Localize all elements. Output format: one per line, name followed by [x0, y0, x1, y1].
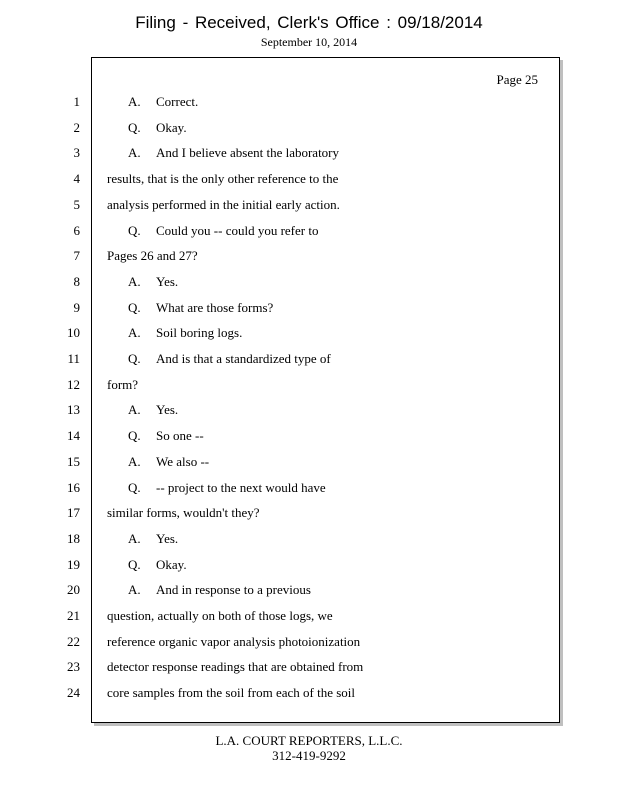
transcript-line — [0, 351, 618, 369]
speaker-label: Q. — [128, 556, 141, 572]
line-text: question, actually on both of those logs, we — [107, 608, 333, 623]
line-number: 22 — [67, 633, 80, 649]
line-text: And is that a standardized type of — [156, 351, 331, 366]
footer-phone: 312-419-9292 — [272, 748, 346, 763]
filing-stamp: Filing - Received, Clerk's Office : 09/18/2014 — [135, 13, 483, 32]
line-text: core samples from the soil from each of the soil — [107, 685, 356, 701]
line-number: 18 — [67, 530, 80, 546]
line-text: Okay. — [156, 556, 187, 572]
transcript-line — [0, 608, 618, 626]
line-text: results, that is the only other reference to the — [107, 171, 339, 187]
line-number: 15 — [67, 453, 80, 469]
line-text: And I believe absent the laboratory — [156, 145, 340, 161]
line-text: Yes. — [156, 402, 179, 418]
transcript-line — [0, 634, 618, 652]
transcript-line — [0, 171, 618, 189]
speaker-label: Q. — [128, 222, 141, 238]
transcript-line — [0, 300, 618, 318]
transcript-line — [0, 145, 618, 163]
transcript-line — [0, 274, 618, 292]
transcript-line — [0, 325, 618, 343]
line-text: form? — [107, 376, 139, 392]
line-text: -- project to the next would have — [156, 479, 326, 495]
transcript-line — [0, 454, 618, 472]
line-text: Could you -- could you refer to — [156, 222, 319, 238]
transcript-line — [0, 480, 618, 498]
line-number: 8 — [73, 273, 80, 289]
line-number: 14 — [67, 428, 80, 444]
line-number: 6 — [73, 222, 80, 238]
line-text: And in response to a previous — [156, 582, 311, 598]
speaker-label: A. — [128, 530, 141, 546]
line-number: 10 — [67, 325, 80, 341]
line-number: 9 — [73, 299, 80, 315]
line-number: 1 — [73, 94, 80, 109]
line-text: detector response readings that are obtained from — [107, 659, 364, 675]
speaker-label: A. — [128, 402, 141, 418]
line-number: 13 — [67, 402, 80, 418]
transcript-line — [0, 402, 618, 420]
line-text: reference organic vapor analysis photoionization — [107, 633, 361, 649]
speaker-label: A. — [128, 145, 141, 161]
speaker-label: Q. — [128, 119, 141, 135]
speaker-label: A. — [128, 273, 141, 289]
transcript-line — [0, 120, 618, 138]
line-text: What are those forms? — [156, 299, 274, 315]
line-number: 7 — [73, 248, 80, 264]
speaker-label: Q. — [128, 299, 141, 315]
transcript-line — [0, 248, 618, 266]
speaker-label: A. — [128, 453, 141, 469]
line-number: 21 — [67, 608, 80, 623]
line-text: Soil boring logs. — [156, 325, 243, 341]
line-number: 11 — [67, 351, 80, 366]
page-number: Page 25 — [496, 72, 538, 87]
transcript-line — [0, 223, 618, 241]
line-text: analysis performed in the initial early action. — [107, 196, 340, 212]
transcript-line — [0, 505, 618, 523]
transcript-line — [0, 428, 618, 446]
line-text: So one -- — [156, 428, 204, 444]
line-number: 24 — [67, 685, 80, 701]
transcript-line — [0, 531, 618, 549]
footer — [0, 733, 618, 763]
line-number: 3 — [73, 145, 80, 161]
line-text: similar forms, wouldn't they? — [107, 505, 260, 521]
speaker-label: A. — [128, 582, 141, 598]
header-date: September 10, 2014 — [260, 35, 358, 49]
speaker-label: Q. — [128, 351, 141, 366]
line-text: Yes. — [156, 273, 179, 289]
line-text: Yes. — [156, 530, 179, 546]
transcript-line — [0, 582, 618, 600]
speaker-label: A. — [128, 325, 141, 341]
transcript-line — [0, 659, 618, 677]
speaker-label: Q. — [128, 479, 141, 495]
line-number: 4 — [73, 171, 80, 187]
transcript-line — [0, 197, 618, 215]
transcript-line — [0, 94, 618, 112]
line-number: 5 — [73, 196, 80, 212]
line-text: Okay. — [156, 119, 187, 135]
transcript-line — [0, 685, 618, 703]
line-number: 23 — [67, 659, 80, 675]
line-number: 20 — [67, 582, 80, 598]
line-number: 19 — [67, 556, 80, 572]
line-text: We also -- — [156, 453, 210, 469]
line-number: 2 — [73, 119, 80, 135]
footer-company: L.A. COURT REPORTERS, L.L.C. — [215, 733, 403, 748]
speaker-label: Q. — [128, 428, 141, 444]
transcript-line — [0, 557, 618, 575]
line-number: 16 — [67, 479, 80, 495]
transcript-line — [0, 377, 618, 395]
speaker-label: A. — [128, 94, 141, 109]
line-text: Pages 26 and 27? — [107, 248, 198, 264]
line-text: Correct. — [156, 94, 199, 109]
line-number: 17 — [67, 505, 80, 521]
line-number: 12 — [67, 376, 80, 392]
